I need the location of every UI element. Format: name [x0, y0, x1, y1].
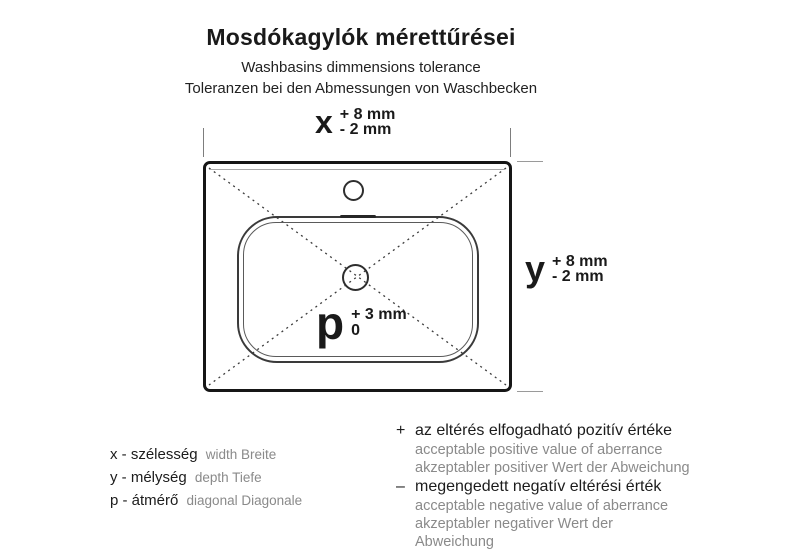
plus-sign: + [396, 422, 406, 439]
subtitle-german: Toleranzen bei den Abmessungen von Waschbecken [184, 80, 538, 97]
legend-width-hungarian: x - szélesség [110, 446, 198, 463]
dimension-y-plus-tolerance: + 8 mm [552, 253, 608, 270]
extension-line-bottom-right [517, 391, 543, 392]
note-negative-german-line1: akzeptabler negativer Wert der [415, 516, 614, 532]
minus-sign: – [396, 478, 405, 495]
faucet-hole [343, 180, 364, 201]
dimension-p-zero-tolerance: 0 [351, 322, 361, 339]
header [0, 24, 722, 99]
dimension-x-letter: x [315, 104, 333, 140]
note-positive-german: akzeptabler positiver Wert der Abweichung [415, 460, 690, 476]
tolerance-notes [396, 421, 736, 551]
dimension-y-letter: y [525, 248, 546, 289]
note-positive-hungarian: az eltérés elfogadható pozitív értéke [415, 422, 673, 439]
dimension-y-minus-tolerance: - 2 mm [552, 268, 604, 285]
washbasin-rim-line [209, 169, 505, 170]
extension-line-right [510, 128, 511, 157]
drain-hole [342, 264, 369, 291]
page-title: Mosdókagylók mérettűrései [206, 24, 516, 50]
note-negative-german-line2: Abweichung [415, 534, 494, 550]
note-negative-hungarian: megengedett negatív eltérési érték [415, 478, 662, 495]
legend-item-diagonal [110, 489, 302, 512]
extension-line-top-right [517, 161, 543, 162]
note-negative-english: acceptable negative value of aberrance [415, 498, 669, 514]
extension-line-left [203, 128, 204, 157]
note-positive-english: acceptable positive value of aberrance [415, 442, 663, 458]
legend-diagonal-translations: diagonal Diagonale [186, 493, 303, 508]
note-positive [396, 421, 736, 477]
dimension-x-label [315, 106, 395, 138]
dimension-x-plus-tolerance: + 8 mm [339, 106, 396, 123]
legend-diagonal-hungarian: p - átmérő [110, 492, 179, 509]
dimension-p-label [316, 297, 407, 349]
dimension-y-label [525, 248, 608, 289]
legend-item-width [110, 443, 302, 466]
subtitle-english: Washbasins dimmensions tolerance [241, 59, 481, 76]
dimension-p-letter: p [316, 297, 345, 349]
legend [110, 443, 302, 512]
overflow-slot [340, 215, 376, 218]
note-negative [396, 477, 736, 551]
legend-depth-hungarian: y - mélység [110, 469, 187, 486]
legend-item-depth [110, 466, 302, 489]
legend-depth-translations: depth Tiefe [194, 470, 262, 485]
legend-width-translations: width Breite [205, 447, 277, 462]
dimension-x-minus-tolerance: - 2 mm [339, 121, 392, 138]
dimension-p-plus-tolerance: + 3 mm [351, 306, 407, 323]
